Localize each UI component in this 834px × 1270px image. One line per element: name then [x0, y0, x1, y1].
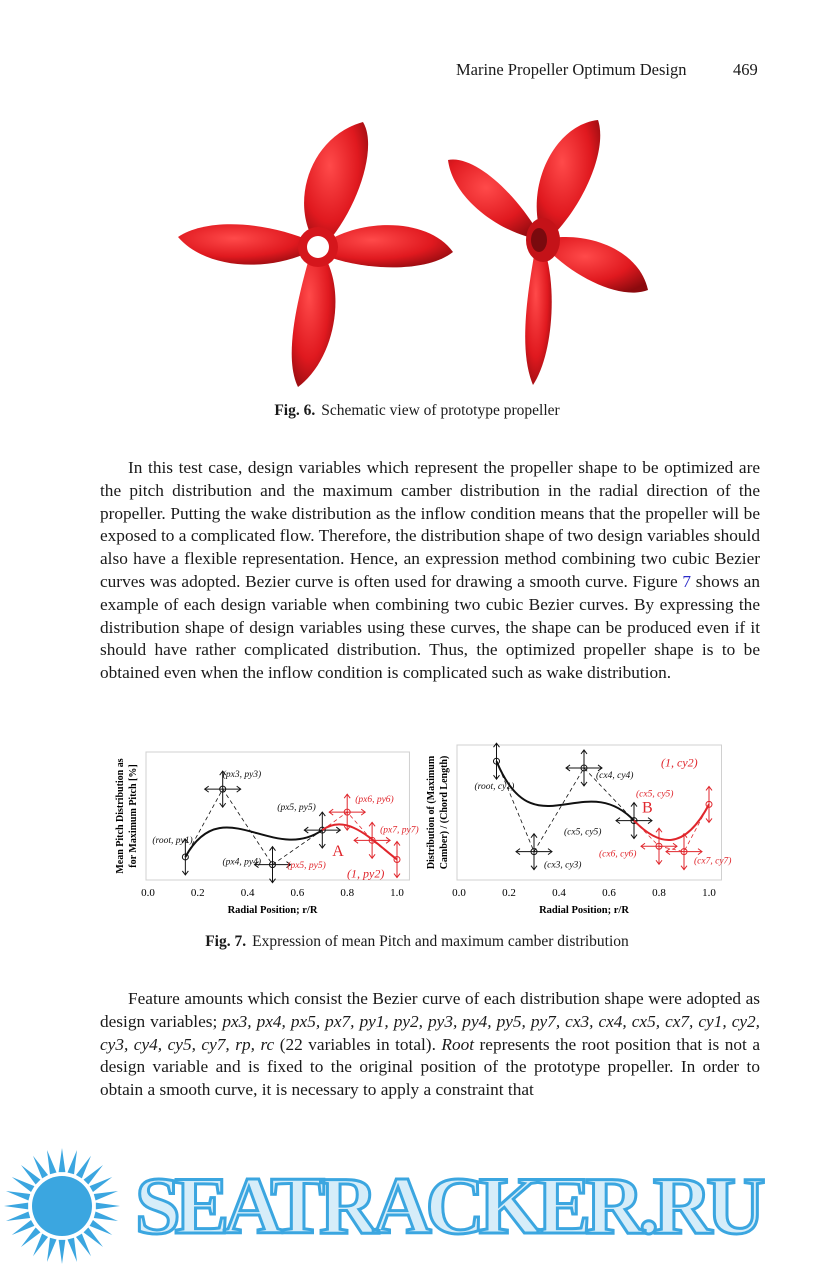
x-tick-label: 0.0: [141, 887, 155, 899]
figure7-caption: [0, 933, 834, 951]
paragraph-2-prefix: adopted as design variables;: [100, 989, 760, 1031]
figure7-caption-text: Expression of mean Pitch and maximum camber distribution: [252, 933, 629, 950]
paragraph-1-text-cont: shows an example of each design variable when combining two cubic Bezier curves. By expressing the distribution shape of design variables using these curves, the shape can be produced even if it should have rather complicated distribution. Thus, the optimized propeller shape is to be obtained even when the inflow condition is complicated such as wake distribution.: [100, 571, 760, 683]
x-tick-label: 1.0: [390, 887, 404, 899]
x-tick-label: 0.6: [290, 887, 305, 899]
control-point-label: (1, py2): [347, 866, 385, 881]
camber-distribution-chart: [426, 740, 733, 917]
control-point-label: (px5, py5): [287, 861, 326, 872]
x-tick-label: 0.4: [552, 887, 566, 899]
figure-7-link[interactable]: 7: [682, 571, 692, 591]
watermark-text: SEATRACKER.RU: [135, 1160, 760, 1251]
control-point-label: (px7, py7): [380, 825, 419, 836]
x-axis-label: Radial Position; r/R: [227, 905, 318, 916]
propeller-front-view: [178, 122, 453, 387]
control-point-label: (cx5, cy5): [564, 827, 602, 838]
sun-logo-icon: [0, 1148, 130, 1266]
control-point-label: (px3, py3): [222, 770, 262, 781]
control-point-label: (px6, py6): [355, 795, 394, 806]
page-number: 469: [733, 60, 758, 79]
control-point-label: (root, py1): [152, 835, 193, 846]
figure7-label: Fig. 7.: [205, 933, 247, 950]
propeller-figure: [175, 110, 690, 392]
variables-note: (22 variables in total).: [274, 1034, 442, 1054]
y-axis-label-line1: Distribution of (Maximum: [426, 755, 437, 870]
paragraph-1-text: In this test case, design variables which represent the propeller shape to be optimized are the pitch distribution and the maximum camber distribution in the radial direction of the propeller. Putting the wake distribution as the inflow condition means that the propeller will be exposed to a complicated flow. Therefore, the distribution shape of two design variables should also have a flexible representation. Hence, an expression method combining two cubic Bezier curves was adopted. Bezier curve is often used for drawing a smooth curve. Figure: [100, 458, 760, 591]
x-tick-label: 0.2: [190, 887, 205, 899]
control-point-label: (cx6, cy6): [599, 849, 637, 860]
propeller-side-view: [448, 120, 648, 385]
bezier-curve: [185, 828, 322, 857]
control-point-label: (1, cy2): [661, 755, 698, 770]
x-tick-label: 1.0: [702, 887, 716, 899]
control-point-label: (cx7, cy7): [694, 856, 732, 867]
y-axis-label-line1: Mean Pitch Distribution as: [115, 758, 126, 874]
control-point-label: (px4, py4): [222, 857, 262, 868]
control-point-label: (root, cy1): [474, 782, 515, 793]
design-variable-list: px3, px4, px5, px7, py1, py2, py3, py4, py5, py7, cx3, cx4, cx5, cx7, cy1, cy2, cy3, cy4, cy5, cy7, rp, rc: [100, 1011, 760, 1054]
control-point-label: (cx5, cy5): [636, 789, 674, 800]
root-word: Root: [441, 1034, 475, 1054]
control-point-label: (px5, py5): [277, 803, 316, 814]
running-title: Marine Propeller Optimum Design: [456, 60, 687, 79]
x-tick-label: 0.8: [652, 887, 666, 899]
x-tick-label: 0.8: [340, 887, 355, 899]
y-axis-label-line2: Camber) / (Chord Length): [439, 755, 450, 870]
x-tick-label: 0.6: [602, 887, 616, 899]
junction-label: A: [332, 843, 344, 861]
paragraph-2-rest: represents the root position that is not a design variable and is fixed to the original position of the prototype propeller. In order to obtain a smooth curve, it is necessary to apply a constraint that: [100, 1034, 761, 1100]
x-tick-label: 0.0: [452, 887, 466, 899]
x-tick-label: 0.2: [502, 887, 516, 899]
paragraph-2: [100, 988, 760, 1102]
y-axis-label-line2: for Maximum Pitch [%]: [128, 764, 139, 868]
figure6-label: Fig. 6.: [274, 402, 316, 419]
control-point-label: (cx4, cy4): [596, 770, 634, 781]
paragraph-2-text: Feature amounts which consist the Bezier curve of each distribution shape were: [128, 989, 682, 1008]
control-point-label: (cx3, cy3): [544, 860, 582, 871]
control-polygon: [185, 789, 322, 865]
figure6-caption: [0, 402, 834, 420]
paragraph-1: [100, 457, 760, 685]
junction-label: B: [642, 799, 653, 817]
x-tick-label: 0.4: [240, 887, 255, 899]
figure6-caption-text: Schematic view of prototype propeller: [321, 402, 560, 419]
x-axis-label: Radial Position; r/R: [539, 905, 629, 916]
pitch-distribution-chart: [112, 742, 428, 917]
